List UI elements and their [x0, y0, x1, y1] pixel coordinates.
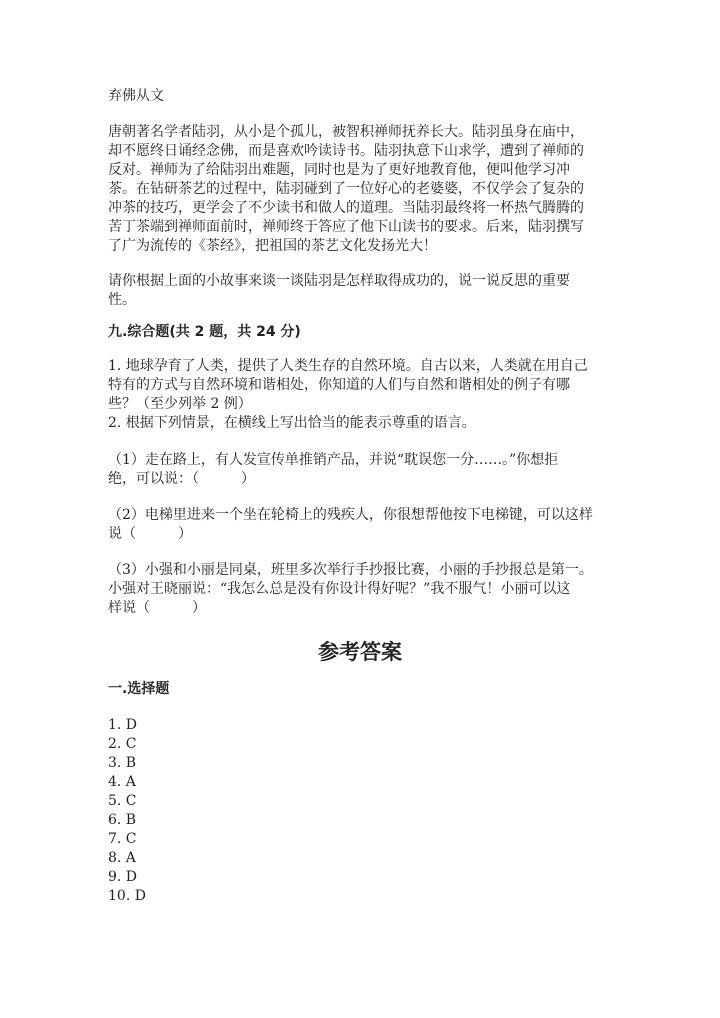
- text-line: 唐朝著名学者陆羽，从小是个孤儿，被智积禅师抚养长大。陆羽虽身在庙中，: [108, 124, 584, 140]
- text-line: 请你根据上面的小故事来谈一谈陆羽是怎样取得成功的，说一说反思的重要: [108, 273, 570, 289]
- text-line: 特有的方式与自然环境和谐相处，你知道的人们与自然和谐相处的例子有哪: [108, 377, 570, 393]
- story-question: [108, 272, 628, 310]
- answer-item: 1. D: [108, 717, 138, 733]
- question-2: 2. 根据下列情景，在横线上写出恰当的能表示尊重的语言。: [108, 415, 476, 431]
- answer-item: 8. A: [108, 850, 136, 866]
- answer-item: 9. D: [108, 869, 138, 885]
- text-line: （3）小强和小丽是同桌，班里多次举行手抄报比赛，小丽的手抄报总是第一。: [108, 562, 593, 578]
- text-line: 样说（ ）: [108, 600, 206, 616]
- text-line: 却不愿终日诵经念佛，而是喜欢吟读诗书。陆羽执意下山求学，遭到了禅师的: [108, 143, 584, 159]
- section-heading: 九.综合题(共 2 题，共 24 分): [108, 324, 301, 340]
- answer-item: 7. C: [108, 831, 137, 847]
- text-line: （2）电梯里进来一个坐在轮椅上的残疾人，你很想帮他按下电梯键，可以这样: [108, 507, 593, 523]
- question-1: [108, 357, 628, 433]
- text-line: 些？（至少列举 2 例）: [108, 396, 252, 412]
- text-line: 性。: [108, 292, 136, 308]
- text-line: 说（ ）: [108, 526, 192, 542]
- text-line: 1. 地球孕育了人类，提供了人类生存的自然环境。自古以来，人类就在用自己: [108, 358, 588, 374]
- sub-question-2: [108, 506, 628, 544]
- text-line: 绝，可以说：（ ）: [108, 471, 255, 487]
- section9-heading: [108, 323, 628, 342]
- story-title: [108, 87, 628, 106]
- text-line: 反对。禅师为了给陆羽出难题，同时也是为了更好地教育他，便叫他学习冲: [108, 162, 570, 178]
- text-line: 茶。在钻研茶艺的过程中，陆羽碰到了一位好心的老婆婆，不仅学会了复杂的: [108, 181, 584, 197]
- story-title-text: 弃佛从文: [108, 88, 164, 104]
- sub-question-1: [108, 451, 628, 489]
- text-line: 冲茶的技巧，更学会了不少读书和做人的道理。当陆羽最终将一杯热气腾腾的: [108, 200, 584, 216]
- text-line: （1）走在路上，有人发宣传单推销产品，并说“耽误您一分……。”你想拒: [108, 452, 559, 468]
- section-heading: 一.选择题: [108, 681, 170, 697]
- answer-list: [108, 716, 628, 906]
- answer-item: 3. B: [108, 755, 137, 771]
- answers-section1-heading: [108, 680, 628, 699]
- answer-item: 10. D: [108, 888, 146, 904]
- text-line: 了广为流传的《茶经》，把祖国的茶艺文化发扬光大！: [108, 238, 437, 254]
- text-line: 小强对王晓丽说：“我怎么总是没有你设计得好呢？”我不服气！小丽可以这: [108, 581, 571, 597]
- sub-question-3: [108, 561, 628, 618]
- story-paragraph: [108, 123, 628, 256]
- answers-title-block: [0, 638, 720, 666]
- answer-item: 5. C: [108, 793, 137, 809]
- answer-item: 4. A: [108, 774, 136, 790]
- answers-title: 参考答案: [318, 640, 402, 664]
- answer-item: 2. C: [108, 736, 137, 752]
- text-line: 苦丁茶端到禅师面前时，禅师终于答应了他下山读书的要求。后来，陆羽撰写: [108, 219, 584, 235]
- answer-item: 6. B: [108, 812, 137, 828]
